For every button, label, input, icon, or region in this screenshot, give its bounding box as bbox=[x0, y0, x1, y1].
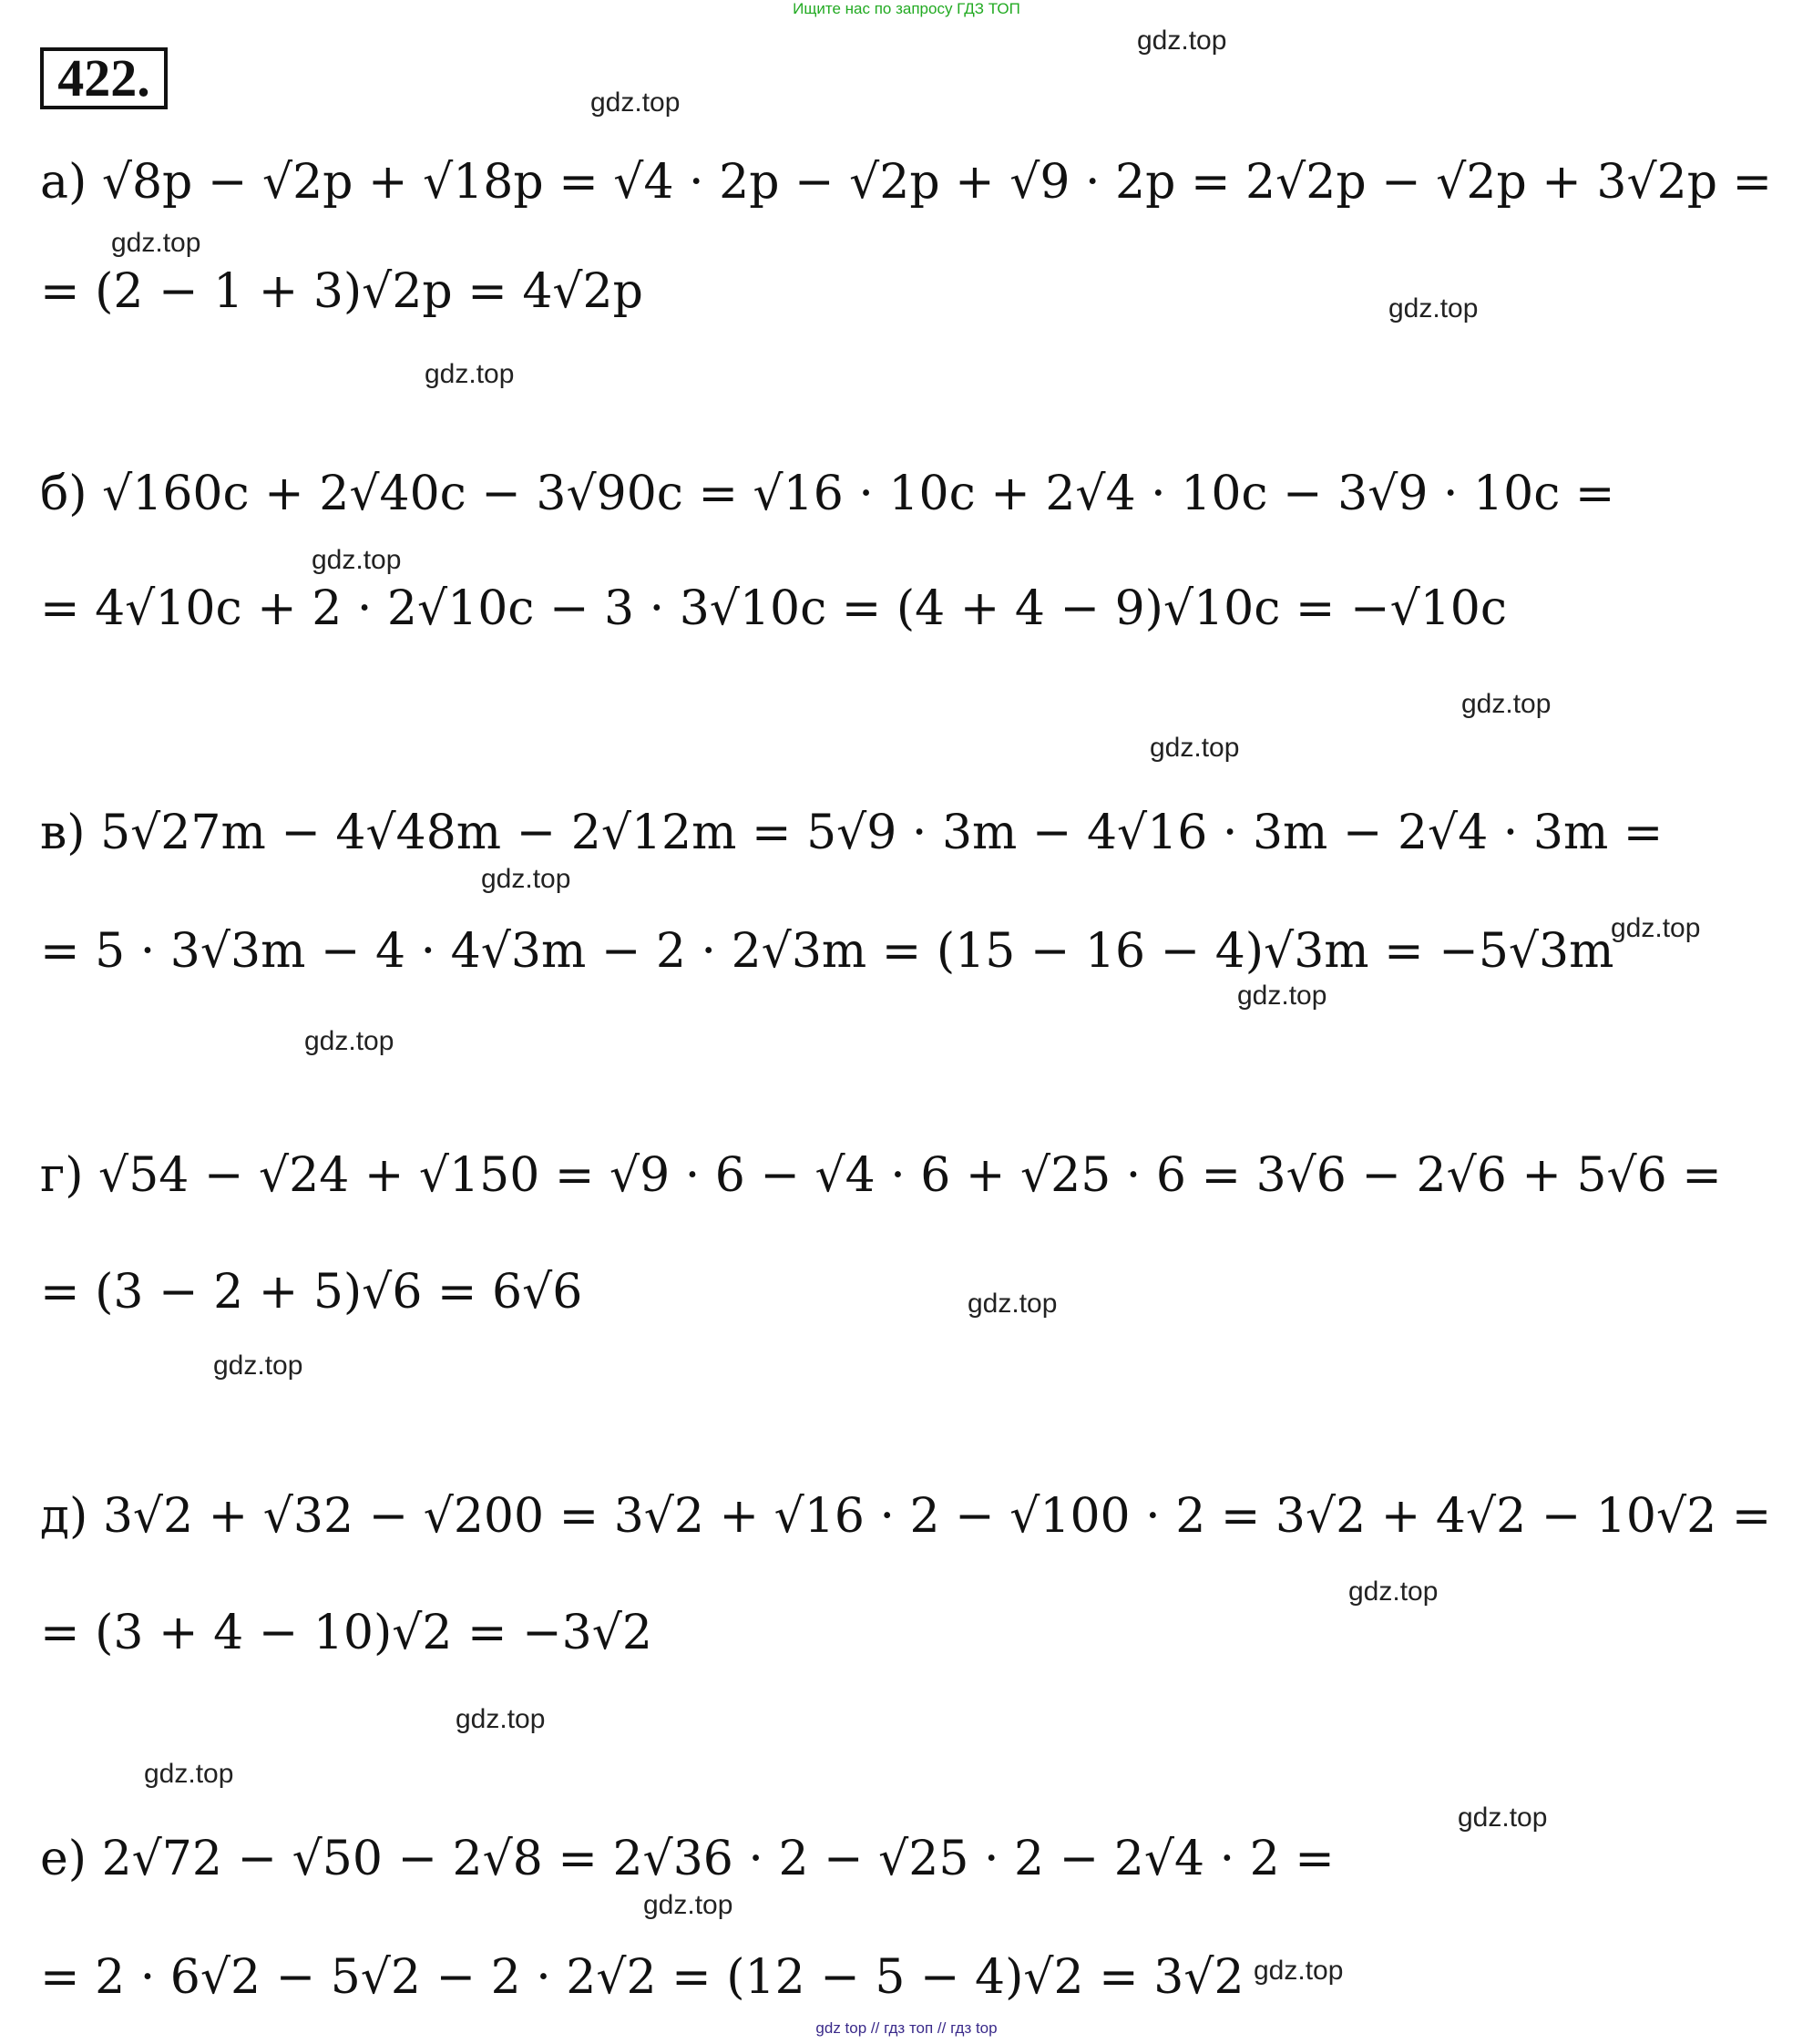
watermark: gdz.top bbox=[111, 228, 201, 258]
solution-line-a2: = (2 − 1 + 3)√2p = 4√2p bbox=[40, 264, 643, 319]
solution-line-v2: = 5 · 3√3m − 4 · 4√3m − 2 · 2√3m = (15 − 16 − 4)√3m = −5√3m bbox=[40, 924, 1614, 979]
solution-line-e1: е) 2√72 − √50 − 2√8 = 2√36 · 2 − √25 · 2 − 2√4 · 2 = bbox=[40, 1832, 1335, 1886]
search-banner: Ищите нас по запросу ГДЗ ТОП bbox=[793, 0, 1020, 17]
problem-number: 422. bbox=[40, 47, 168, 109]
solution-line-b2: = 4√10c + 2 · 2√10c − 3 · 3√10c = (4 + 4 − 9)√10c = −√10c bbox=[40, 581, 1507, 636]
watermark: gdz.top bbox=[590, 87, 681, 118]
watermark: gdz.top bbox=[312, 545, 402, 575]
watermark: gdz.top bbox=[1348, 1577, 1439, 1607]
watermark: gdz.top bbox=[1461, 689, 1552, 719]
solution-line-a1: а) √8p − √2p + √18p = √4 · 2p − √2p + √9 · 2p = 2√2p − √2p + 3√2p = bbox=[40, 155, 1773, 210]
watermark: gdz.top bbox=[968, 1289, 1058, 1319]
watermark: gdz.top bbox=[1254, 1956, 1344, 1986]
watermark: gdz.top bbox=[304, 1026, 394, 1056]
solution-line-d2: = (3 + 4 − 10)√2 = −3√2 bbox=[40, 1606, 652, 1660]
watermark: gdz.top bbox=[425, 359, 515, 389]
watermark: gdz.top bbox=[1137, 26, 1227, 56]
solution-line-v1: в) 5√27m − 4√48m − 2√12m = 5√9 · 3m − 4√16 · 3m − 2√4 · 3m = bbox=[40, 806, 1664, 860]
watermark: gdz.top bbox=[1388, 293, 1479, 324]
bottom-credit: gdz top // гдз топ // гдз top bbox=[815, 2019, 998, 2037]
watermark: gdz.top bbox=[1150, 733, 1240, 763]
watermark: gdz.top bbox=[1611, 913, 1701, 943]
watermark: gdz.top bbox=[1237, 981, 1327, 1011]
solution-line-d1: д) 3√2 + √32 − √200 = 3√2 + √16 · 2 − √100 · 2 = 3√2 + 4√2 − 10√2 = bbox=[40, 1489, 1772, 1544]
solution-line-g2: = (3 − 2 + 5)√6 = 6√6 bbox=[40, 1265, 583, 1320]
watermark: gdz.top bbox=[643, 1890, 733, 1920]
watermark: gdz.top bbox=[456, 1704, 546, 1734]
watermark: gdz.top bbox=[213, 1351, 303, 1381]
solution-line-b1: б) √160c + 2√40c − 3√90c = √16 · 10c + 2√4 · 10c − 3√9 · 10c = bbox=[40, 467, 1615, 521]
solution-line-e2: = 2 · 6√2 − 5√2 − 2 · 2√2 = (12 − 5 − 4)√2 = 3√2 bbox=[40, 1950, 1245, 2005]
solution-line-g1: г) √54 − √24 + √150 = √9 · 6 − √4 · 6 + √25 · 6 = 3√6 − 2√6 + 5√6 = bbox=[40, 1148, 1722, 1203]
watermark: gdz.top bbox=[144, 1759, 234, 1789]
watermark: gdz.top bbox=[481, 864, 571, 894]
watermark: gdz.top bbox=[1458, 1803, 1548, 1833]
